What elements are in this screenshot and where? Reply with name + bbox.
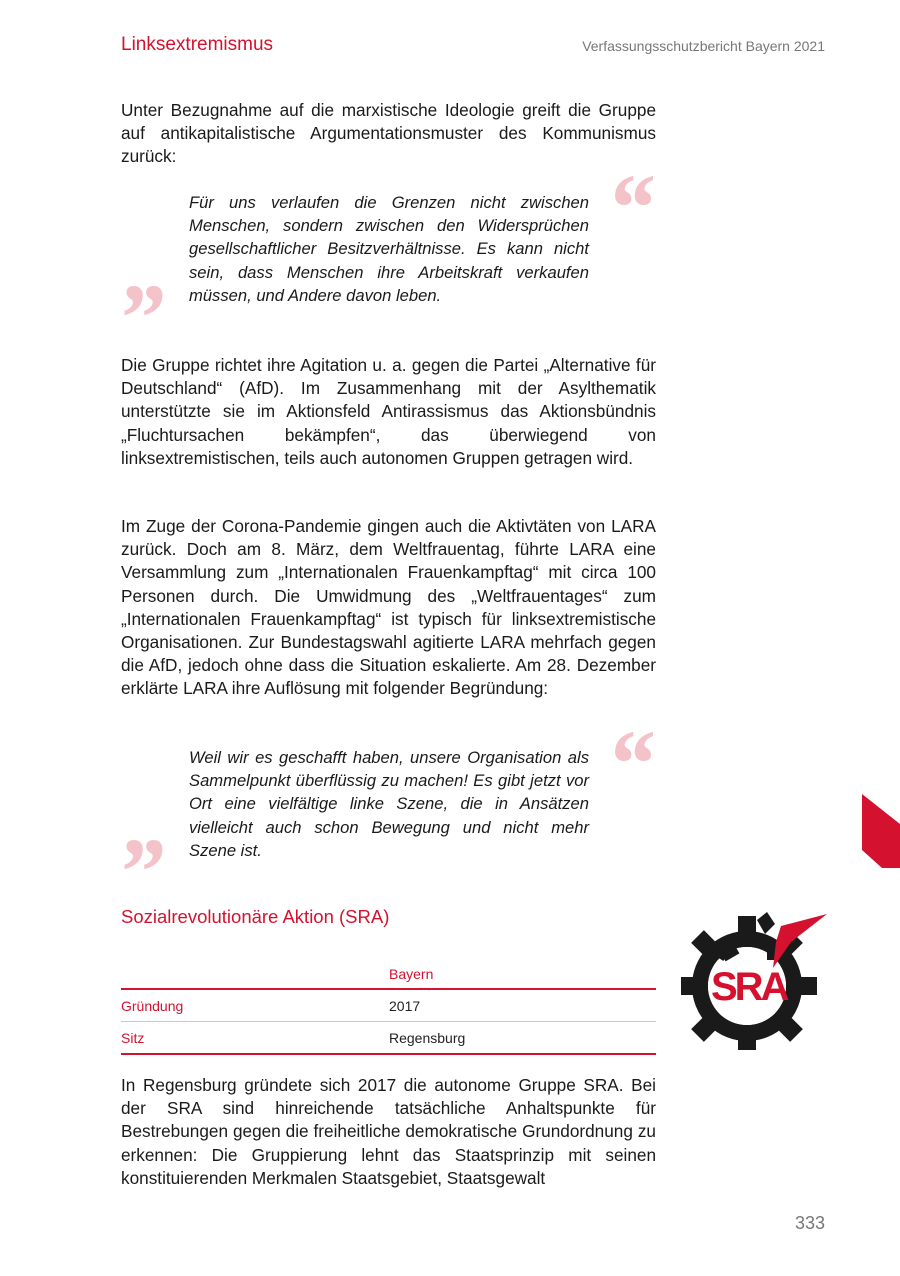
- open-quote-icon: “: [606, 154, 654, 261]
- close-quote-icon: ”: [116, 818, 164, 925]
- table-row: [121, 989, 656, 1022]
- paragraph-intro: Unter Bezugnahme auf die marxistische Ideologie greift die Gruppe auf antikapitalistische Argumentationsmuster des Kommunismus zurück:: [121, 100, 656, 167]
- open-quote-icon: “: [606, 710, 654, 817]
- table-row: [121, 1022, 656, 1055]
- paragraph-corona: Im Zuge der Corona-Pandemie gingen auch die Aktivtäten von LARA zurück. Doch am 8. März, dem Weltfrauentag, führte LARA eine Versammlung zum „Internationalen Frauenkampftag“ mit circa 100 Personen durch. Die Umwidmung des „Weltfrauentages“ zum „Internationalen Frauenkampftag“ ist typisch für linksextremistische Organisationen. Zur Bundestagswahl agitierte LARA mehrfach gegen die AfD, jedoch ohne dass die Situation eskalierte. Am 28. Dezember erklärte LARA ihre Auflösung mit folgender Begründung:: [121, 516, 656, 699]
- table-header-empty: [121, 960, 389, 989]
- chapter-tab-marker: [862, 794, 900, 868]
- table-header-row: [121, 960, 656, 989]
- table-column-header: Bayern: [389, 966, 434, 982]
- quote-first: Für uns verlaufen die Grenzen nicht zwischen Menschen, sondern zwischen den Widersprüchen gesellschaftlicher Besitzverhältnisse. Es kann nicht sein, dass Menschen ihre Arbeitskraft verkaufen müssen, und Andere davon leben.: [189, 193, 589, 305]
- paragraph-agitation: Die Gruppe richtet ihre Agitation u. a. gegen die Partei „Alternative für Deutschland“ (AfD). Im Zusammenhang mit der Asylthematik unterstützte sie im Aktionsfeld Antirassismus das Aktionsbündnis „Fluchtursachen bekämpfen“, das überwiegend von linksextremistischen, teils auch autonomen Gruppen getragen wird.: [121, 355, 656, 468]
- row-value-sitz: Regensburg: [389, 1029, 466, 1046]
- sra-heading: Sozialrevolutionäre Aktion (SRA): [121, 906, 390, 927]
- logo-text: SRA: [711, 965, 787, 1009]
- report-title: Verfassungsschutzbericht Bayern 2021: [582, 38, 825, 54]
- row-label-sitz: Sitz: [121, 1029, 145, 1046]
- quote-second: Weil wir es geschafft haben, unsere Organisation als Sammelpunkt überflüssig zu machen! Es gibt jetzt vor Ort eine vielfältige linke Szene, die in Ansätzen vielleicht auch schon Bewegung und nicht mehr Szene ist.: [189, 748, 589, 860]
- row-label-gruendung: Gründung: [121, 997, 184, 1014]
- sra-info-table: [121, 960, 656, 1055]
- close-quote-icon: ”: [116, 264, 164, 371]
- sra-gear-logo-icon: [681, 908, 829, 1050]
- paragraph-sra: In Regensburg gründete sich 2017 die autonome Gruppe SRA. Bei der SRA sind hinreichende tatsächliche Anhaltspunkte für Bestrebungen gegen die freiheitliche demokratische Grundordnung zu erkennen: Die Gruppierung lehnt das Staatsprinzip mit seinen konstituierenden Merkmalen Staatsgebiet, Staatsgewalt: [121, 1075, 656, 1188]
- section-title: Linksextremismus: [121, 34, 274, 55]
- row-value-gruendung: 2017: [389, 997, 421, 1014]
- page-number: 333: [794, 1213, 825, 1233]
